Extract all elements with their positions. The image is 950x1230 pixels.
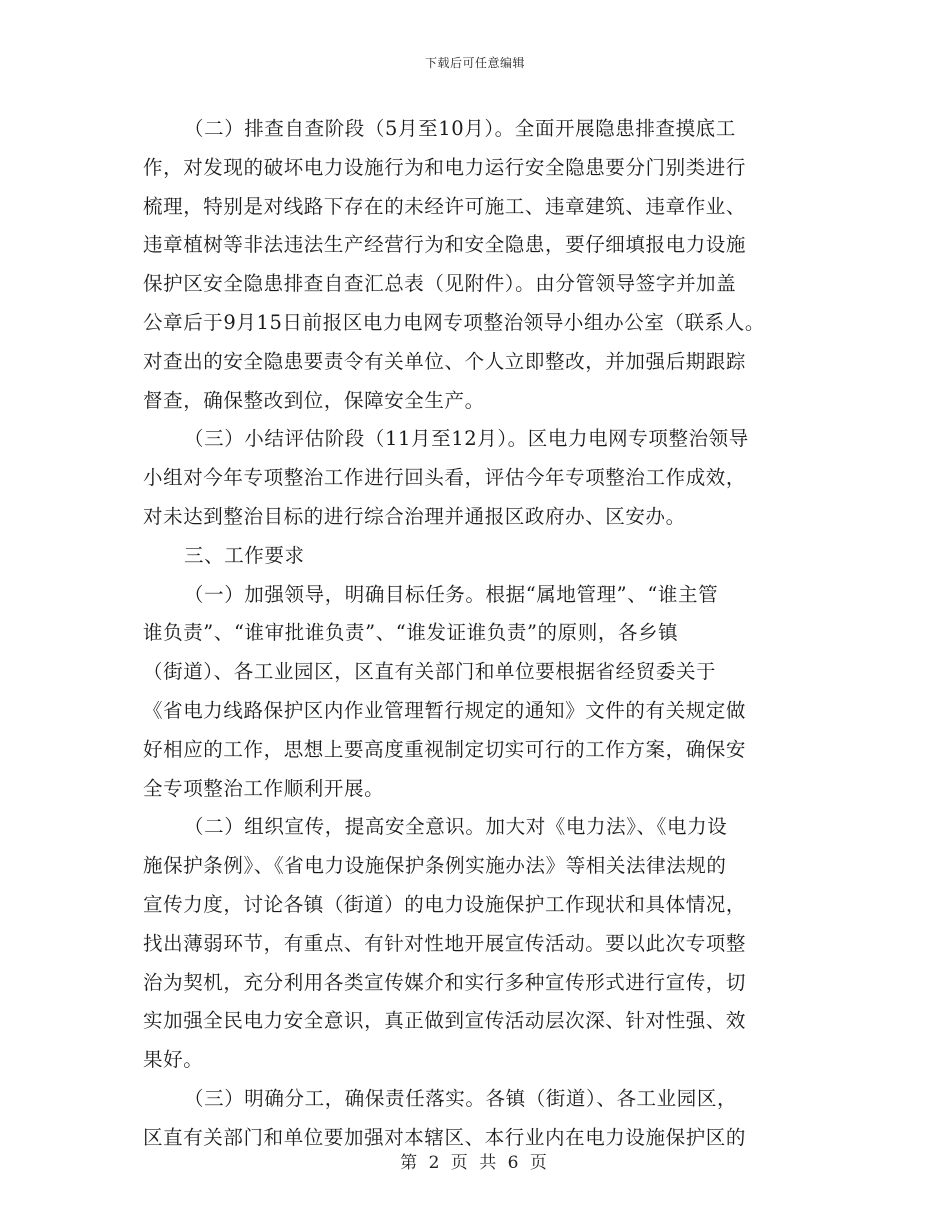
page-number-footer: 第 2 页 共 6 页 [400,1153,550,1173]
paragraph-line: 三、工作要求 [184,543,305,567]
paragraph-line: 施保护条例》、《省电力设施保护条例实施办法》等相关法律法规的 [143,854,727,878]
paragraph-line: （三）小结评估阶段（11月至12月）。区电力电网专项整治领导 [184,427,749,451]
paragraph-line: 督查，确保整改到位，保障安全生产。 [143,388,485,412]
paragraph-line: 实加强全民电力安全意识，真正做到宣传活动层次深、针对性强、效 [143,1009,747,1033]
paragraph-line: 果好。 [143,1048,204,1072]
paragraph-line: 梳理，特别是对线路下存在的未经许可施工、违章建筑、违章作业、 [143,194,747,218]
paragraph-line: 谁负责”、“谁审批谁负责”、“谁发证谁负责”的原则，各乡镇 [143,621,679,645]
paragraph-line: 公章后于9月15日前报区电力电网专项整治领导小组办公室（联系人。 [143,310,765,334]
page-header-note: 下载后可任意编辑 [424,56,525,70]
paragraph-line: （二）组织宣传，提高安全意识。加大对《电力法》、《电力设 [184,815,728,839]
paragraph-line: 违章植树等非法违法生产经营行为和安全隐患，要仔细填报电力设施 [143,233,747,257]
paragraph-line: 对未达到整治目标的进行综合治理并通报区政府办、区安办。 [143,504,686,528]
paragraph-line: （街道）、各工业园区，区直有关部门和单位要根据省经贸委关于 [143,660,717,684]
paragraph-line: 宣传力度，讨论各镇（街道）的电力设施保护工作现状和具体情况， [143,892,747,916]
paragraph-line: 《省电力线路保护区内作业管理暂行规定的通知》文件的有关规定做 [143,698,747,722]
paragraph-line: 好相应的工作，思想上要高度重视制定切实可行的工作方案，确保安 [143,737,747,761]
paragraph-line: 对查出的安全隐患要责令有关单位、个人立即整改，并加强后期跟踪 [143,349,747,373]
paragraph-line: 全专项整治工作顺利开展。 [143,776,385,800]
paragraph-line: 区直有关部门和单位要加强对本辖区、本行业内在电力设施保护区的 [143,1125,747,1149]
paragraph-line: （一）加强领导，明确目标任务。根据“属地管理”、“谁主管 [184,582,719,606]
paragraph-line: （三）明确分工，确保责任落实。各镇（街道）、各工业园区， [184,1086,738,1110]
paragraph-line: 保护区安全隐患排查自查汇总表（见附件）。由分管领导签字并加盖 [143,272,737,296]
document-body [143,110,813,1158]
paragraph-line: 找出薄弱环节，有重点、有针对性地开展宣传活动。要以此次专项整 [143,931,747,955]
paragraph-line: 小组对今年专项整治工作进行回头看，评估今年专项整治工作成效， [143,466,747,490]
paragraph-line: 治为契机，充分利用各类宣传媒介和实行多种宣传形式进行宣传，切 [143,970,747,994]
paragraph-line: （二）排查自查阶段（5月至10月）。全面开展隐患排查摸底工 [184,117,736,140]
paragraph-line: 作，对发现的破坏电力设施行为和电力运行安全隐患要分门别类进行 [143,155,747,179]
